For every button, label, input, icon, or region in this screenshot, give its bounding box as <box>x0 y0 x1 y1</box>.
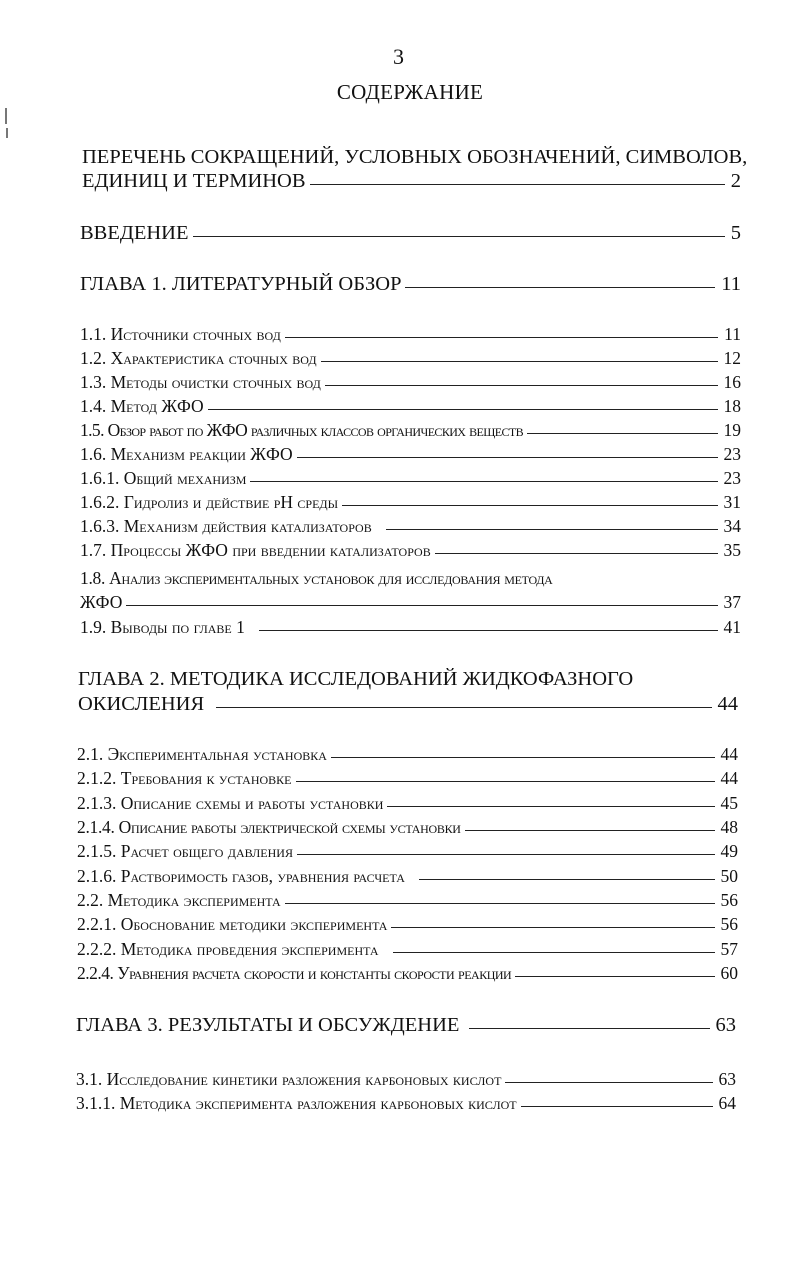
toc-item[interactable] <box>77 914 738 935</box>
leader-line <box>325 385 718 386</box>
leader-line <box>419 879 715 880</box>
toc-abbr-entry[interactable] <box>82 170 741 193</box>
scan-mark <box>5 108 7 124</box>
toc-page: 49 <box>720 841 738 861</box>
leader-line <box>310 184 725 185</box>
toc-intro-entry[interactable] <box>80 222 741 245</box>
toc-page: 50 <box>720 866 738 886</box>
toc-chapter2-entry[interactable] <box>78 693 738 716</box>
toc-label: 1.3. Методы очистки сточных вод <box>80 372 321 392</box>
leader-line <box>393 952 715 953</box>
toc-page: 34 <box>723 516 741 536</box>
toc-label: 1.4. Метод ЖФО <box>80 396 204 416</box>
leader-line <box>297 854 715 855</box>
leader-line <box>296 781 715 782</box>
leader-line <box>469 1028 709 1029</box>
toc-page: 45 <box>720 793 738 813</box>
toc-page: 56 <box>720 914 738 934</box>
toc-item[interactable] <box>80 324 741 345</box>
toc-label: 2.1.6. Растворимость газов, уравнения расчета <box>77 866 405 886</box>
toc-item[interactable] <box>77 768 738 789</box>
leader-line <box>285 903 715 904</box>
toc-item[interactable] <box>77 963 738 984</box>
toc-label: 1.9. Выводы по главе 1 <box>80 617 245 637</box>
toc-item[interactable] <box>76 1093 736 1114</box>
toc-label: 1.6.1. Общий механизм <box>80 468 247 488</box>
toc-page: 16 <box>723 372 741 392</box>
toc-page: 57 <box>720 939 738 959</box>
toc-item[interactable] <box>80 444 741 465</box>
toc-label: ГЛАВА 1. ЛИТЕРАТУРНЫЙ ОБЗОР <box>80 273 402 295</box>
toc-label: 2.1.2. Требования к установке <box>77 768 292 788</box>
toc-page: 19 <box>723 420 741 440</box>
leader-line <box>250 481 717 482</box>
toc-item[interactable] <box>80 592 741 613</box>
leader-line <box>391 927 714 928</box>
toc-page: 5 <box>730 222 741 244</box>
toc-page: 63 <box>715 1014 736 1036</box>
toc-page: 44 <box>720 744 738 764</box>
toc-label: ОКИСЛЕНИЯ <box>78 693 205 715</box>
toc-label: 1.6.3. Механизм действия катализаторов <box>80 516 372 536</box>
toc-item[interactable] <box>80 617 741 638</box>
leader-line <box>405 287 715 288</box>
leader-line <box>342 505 717 506</box>
toc-chapter3-entry[interactable] <box>76 1014 736 1037</box>
toc-label: ЖФО <box>80 592 123 612</box>
toc-page: 44 <box>717 693 738 715</box>
toc-page: 18 <box>723 396 741 416</box>
toc-label: 1.5. Обзор работ по ЖФО различных классов органических веществ <box>80 420 524 440</box>
leader-line <box>435 553 718 554</box>
toc-chapter2-line1: ГЛАВА 2. МЕТОДИКА ИССЛЕДОВАНИЙ ЖИДКОФАЗНОГО <box>78 668 634 690</box>
leader-line <box>387 806 714 807</box>
toc-item[interactable] <box>77 866 738 887</box>
toc-label: 3.1. Исследование кинетики разложения карбоновых кислот <box>76 1069 502 1089</box>
toc-label: 2.2.1. Обоснование методики эксперимента <box>77 914 388 934</box>
leader-line <box>297 457 718 458</box>
leader-line <box>208 409 718 410</box>
toc-label: 1.6.2. Гидролиз и действие pH среды <box>80 492 339 512</box>
toc-item[interactable] <box>80 492 741 513</box>
toc-label: 2.1.4. Описание работы электрической схемы установки <box>77 817 461 837</box>
leader-line <box>321 361 718 362</box>
toc-item[interactable] <box>77 890 738 911</box>
page-number: 3 <box>393 44 404 69</box>
leader-line <box>527 433 717 434</box>
toc-page: 64 <box>718 1093 736 1113</box>
toc-label: 2.1.5. Расчет общего давления <box>77 841 293 861</box>
toc-label: 1.6. Механизм реакции ЖФО <box>80 444 293 464</box>
toc-page: 23 <box>723 468 741 488</box>
leader-line <box>521 1106 713 1107</box>
leader-line <box>505 1082 712 1083</box>
toc-item[interactable] <box>77 744 738 765</box>
toc-page: 60 <box>720 963 738 983</box>
toc-item[interactable] <box>77 793 738 814</box>
toc-label: 1.1. Источники сточных вод <box>80 324 281 344</box>
toc-label: 2.1. Экспериментальная установка <box>77 744 327 764</box>
toc-label: 1.2. Характеристика сточных вод <box>80 348 317 368</box>
toc-item[interactable] <box>80 420 741 441</box>
toc-page: 11 <box>721 273 741 295</box>
toc-page: 48 <box>720 817 738 837</box>
toc-item[interactable] <box>77 939 738 960</box>
leader-line <box>259 630 718 631</box>
toc-item[interactable] <box>80 348 741 369</box>
toc-label: 2.1.3. Описание схемы и работы установки <box>77 793 384 813</box>
toc-label: ГЛАВА 3. РЕЗУЛЬТАТЫ И ОБСУЖДЕНИЕ <box>76 1014 460 1036</box>
leader-line <box>193 236 725 237</box>
toc-page: 44 <box>720 768 738 788</box>
toc-page: 11 <box>724 324 741 344</box>
toc-item[interactable] <box>80 540 741 561</box>
leader-line <box>515 976 714 977</box>
leader-line <box>386 529 718 530</box>
toc-page: 37 <box>723 592 741 612</box>
toc-item[interactable] <box>77 817 738 838</box>
toc-label: 2.2.2. Методика проведения эксперимента <box>77 939 379 959</box>
leader-line <box>465 830 715 831</box>
toc-label: 2.2. Методика эксперимента <box>77 890 281 910</box>
toc-page: 35 <box>723 540 741 560</box>
leader-line <box>285 337 718 338</box>
toc-page: 31 <box>723 492 741 512</box>
toc-item[interactable] <box>80 468 741 489</box>
toc-abbr-line1: ПЕРЕЧЕНЬ СОКРАЩЕНИЙ, УСЛОВНЫХ ОБОЗНАЧЕНИЙ, СИМВОЛОВ, <box>82 146 748 168</box>
toc-page: 12 <box>723 348 741 368</box>
leader-line <box>331 757 715 758</box>
toc-page: 56 <box>720 890 738 910</box>
toc-label: ВВЕДЕНИЕ <box>80 222 189 244</box>
toc-page: 41 <box>723 617 741 637</box>
toc-label: ЕДИНИЦ И ТЕРМИНОВ <box>82 170 306 192</box>
toc-chapter1-entry[interactable] <box>80 273 741 296</box>
toc-item[interactable] <box>76 1069 736 1090</box>
toc-item-line1: 1.8. Анализ экспериментальных установок для исследования метода <box>80 568 553 588</box>
toc-page: 2 <box>730 170 741 192</box>
toc-item[interactable] <box>80 372 741 393</box>
toc-page: 63 <box>718 1069 736 1089</box>
toc-title: СОДЕРЖАНИЕ <box>336 80 484 104</box>
toc-label: 2.2.4. Уравнения расчета скорости и константы скорости реакции <box>77 963 512 983</box>
toc-label: 3.1.1. Методика эксперимента разложения карбоновых кислот <box>76 1093 517 1113</box>
scan-mark <box>6 128 8 138</box>
toc-item[interactable] <box>80 396 741 417</box>
toc-item[interactable] <box>77 841 738 862</box>
toc-item[interactable] <box>80 516 741 537</box>
leader-line <box>216 707 711 708</box>
toc-page: 23 <box>723 444 741 464</box>
toc-label: 1.7. Процессы ЖФО при введении катализаторов <box>80 540 431 560</box>
leader-line <box>126 605 717 606</box>
